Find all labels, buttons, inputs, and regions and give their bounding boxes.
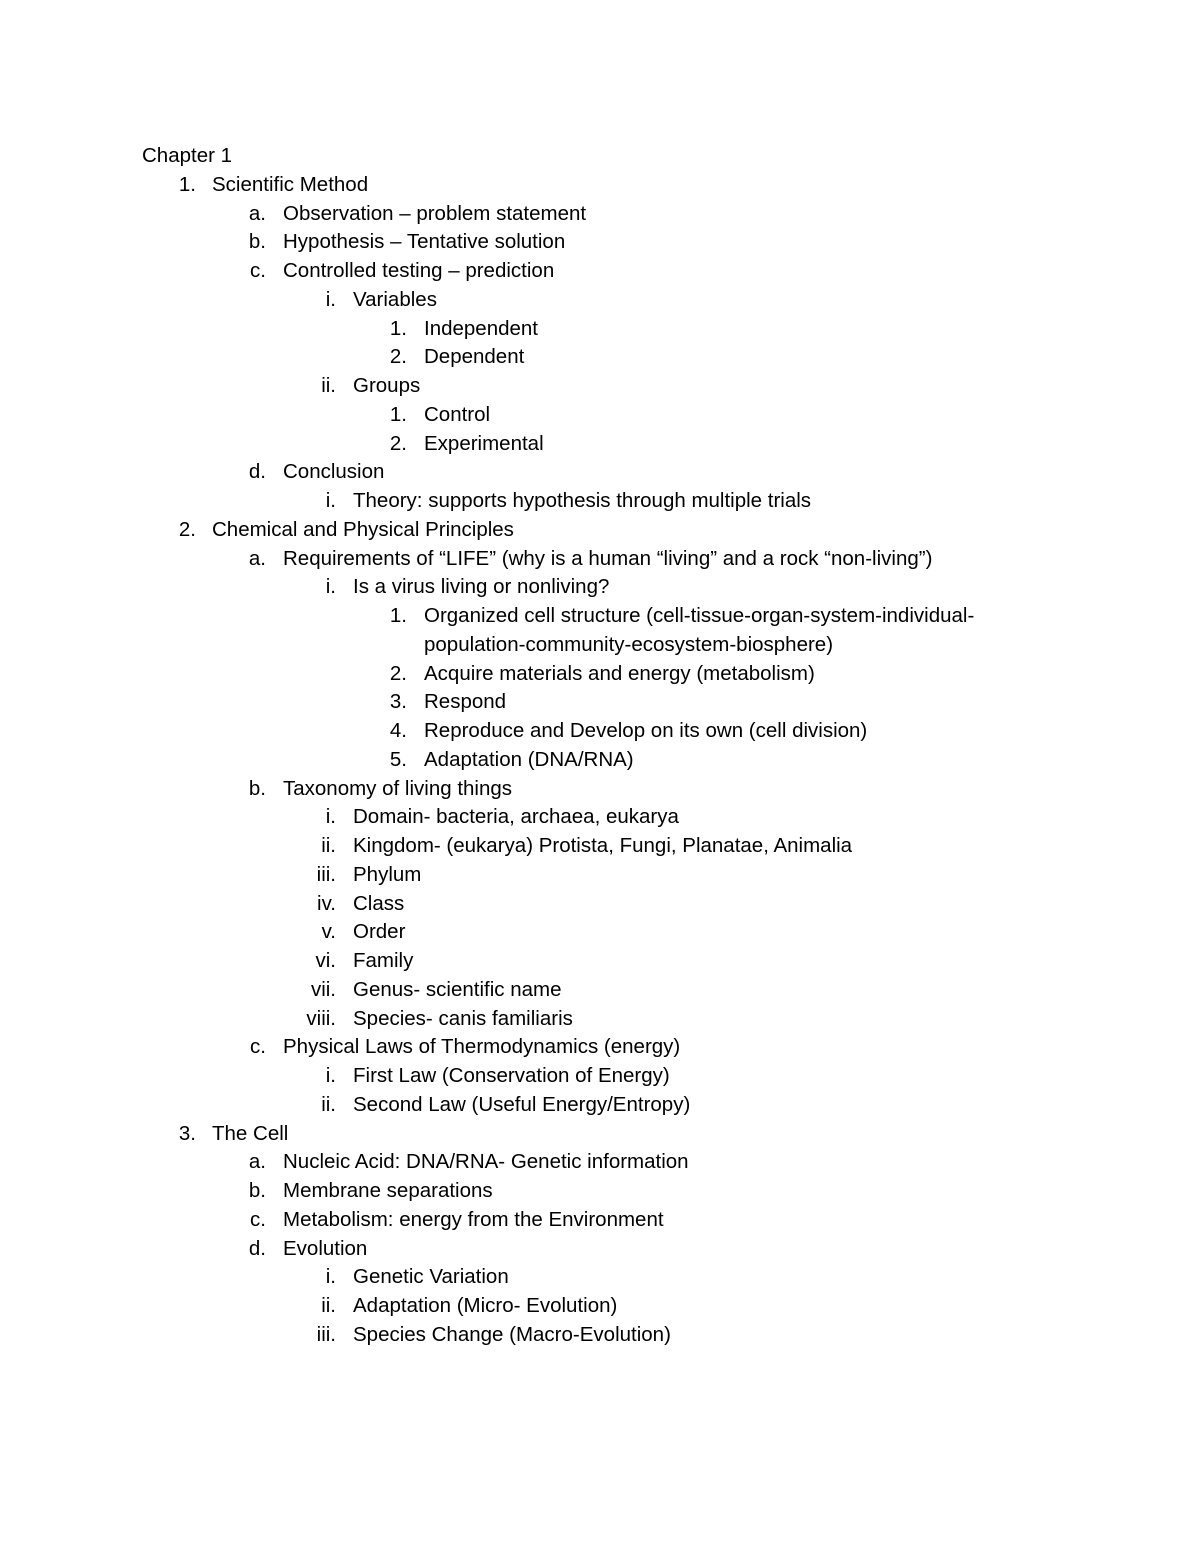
outline-marker: ii. [321, 834, 336, 857]
outline-item [0, 1321, 1200, 1350]
outline-text: Taxonomy of living things [283, 776, 513, 800]
outline-text: Reproduce and Develop on its own (cell division) [424, 719, 868, 742]
outline-text: Membrane separations [283, 1179, 493, 1202]
outline-text: Genus- scientific name [353, 977, 562, 1001]
outline-marker: a. [248, 546, 266, 570]
outline-item [0, 401, 1200, 430]
outline-item [0, 803, 1200, 832]
outline-marker: iii. [316, 862, 336, 886]
outline-marker: v. [321, 920, 336, 944]
outline-item [0, 717, 1200, 746]
outline-text: Control [424, 402, 491, 426]
outline-item [0, 372, 1200, 401]
outline-marker: a. [248, 201, 266, 225]
outline-marker: d. [248, 460, 266, 484]
outline-item [0, 1033, 1200, 1062]
outline-item [0, 1177, 1200, 1206]
outline-text: Kingdom- (eukarya) Protista, Fungi, Planatae, Animalia [353, 834, 853, 857]
outline-item [0, 861, 1200, 890]
outline-text: Domain- bacteria, archaea, eukarya [353, 805, 679, 829]
outline-text: Theory: supports hypothesis through multiple trials [353, 489, 812, 512]
outline-marker: i. [325, 1064, 336, 1087]
outline-marker: iii. [316, 1322, 336, 1346]
outline-text: Adaptation (DNA/RNA) [424, 747, 634, 771]
outline-marker: ii. [321, 1092, 336, 1116]
outline-text: Species Change (Macro-Evolution) [353, 1322, 671, 1346]
outline-marker: i. [325, 489, 336, 512]
outline-marker: b. [248, 776, 266, 800]
outline-marker: a. [248, 1150, 266, 1174]
outline-item [0, 1292, 1200, 1321]
outline-marker: i. [325, 287, 336, 311]
outline-text: Groups [353, 374, 421, 397]
outline-marker: b. [248, 1179, 266, 1202]
outline-text: Respond [424, 690, 507, 714]
outline-item [0, 1120, 1200, 1149]
outline-text: Evolution [283, 1236, 368, 1260]
outline-text: Dependent [424, 345, 525, 369]
outline-text: population-community-ecosystem-biosphere) [424, 632, 834, 656]
outline-text: Chemical and Physical Principles [212, 517, 514, 541]
outline-marker: 1. [178, 172, 196, 196]
outline-text: Observation – problem statement [283, 201, 587, 225]
outline-text: Hypothesis – Tentative solution [283, 230, 566, 254]
outline-marker: 2. [389, 661, 407, 685]
outline-text: Family [353, 949, 414, 972]
outline-item [0, 315, 1200, 344]
outline-marker: 2. [389, 431, 407, 455]
outline-item [0, 487, 1200, 516]
outline-text: The Cell [212, 1121, 289, 1145]
outline-text: Phylum [353, 862, 422, 886]
outline-marker: 5. [389, 747, 407, 771]
outline-marker: 1. [389, 604, 407, 627]
outline-item [0, 458, 1200, 487]
outline-marker: vii. [310, 977, 336, 1001]
outline-item [0, 343, 1200, 372]
outline-item [0, 775, 1200, 804]
outline-text: Organized cell structure (cell-tissue-organ-system-individual- [424, 604, 975, 627]
outline-item [0, 976, 1200, 1005]
outline-item [0, 228, 1200, 257]
outline-text: Order [353, 920, 406, 944]
outline-marker: 2. [178, 517, 196, 541]
outline-item [0, 1148, 1200, 1177]
outline-text: Adaptation (Micro- Evolution) [353, 1294, 618, 1317]
outline-text: Physical Laws of Thermodynamics (energy) [283, 1035, 681, 1059]
outline-text: Independent [424, 316, 539, 340]
outline-marker: 1. [389, 316, 407, 340]
outline-item [0, 1091, 1200, 1120]
outline-text: Acquire materials and energy (metabolism) [424, 661, 815, 685]
outline-item [0, 516, 1200, 545]
outline-marker: ii. [321, 1294, 336, 1317]
outline-text: Second Law (Useful Energy/Entropy) [353, 1092, 691, 1116]
outline-item [0, 573, 1200, 602]
outline-text: Experimental [424, 431, 544, 455]
outline-item [0, 286, 1200, 315]
outline-item [0, 171, 1200, 200]
outline-marker: i. [325, 575, 336, 599]
outline-item [0, 257, 1200, 286]
outline-marker: i. [325, 1265, 336, 1289]
outline-text: Metabolism: energy from the Environment [283, 1207, 664, 1231]
outline-marker: c. [250, 1207, 266, 1231]
outline-marker: 1. [389, 402, 407, 426]
outline-text: Species- canis familiaris [353, 1006, 573, 1030]
outline-marker: i. [325, 805, 336, 829]
outline-item [0, 947, 1200, 976]
outline-text: Controlled testing – prediction [283, 259, 555, 282]
outline-marker: d. [248, 1236, 266, 1260]
outline-item [0, 545, 1200, 574]
outline-item [0, 688, 1200, 717]
outline-marker: c. [250, 259, 266, 282]
outline-text: Scientific Method [212, 172, 369, 196]
outline-marker: 3. [389, 690, 407, 714]
outline-item [0, 1062, 1200, 1091]
outline-marker: iv. [317, 891, 336, 915]
outline-item [0, 1206, 1200, 1235]
outline-text: Nucleic Acid: DNA/RNA- Genetic information [283, 1150, 689, 1174]
outline-text: Genetic Variation [353, 1265, 509, 1289]
outline-text: Variables [353, 287, 437, 311]
outline-text: Conclusion [283, 460, 385, 484]
outline-item [0, 142, 1200, 171]
outline-item [0, 746, 1200, 775]
outline-text: Class [353, 891, 405, 915]
outline-marker: 4. [389, 719, 407, 742]
outline-item [0, 602, 1200, 631]
outline-item [0, 200, 1200, 229]
outline-marker: ii. [321, 374, 336, 397]
outline-marker: c. [250, 1035, 266, 1059]
outline-marker: 2. [389, 345, 407, 369]
outline-text: First Law (Conservation of Energy) [353, 1064, 670, 1087]
outline-item [0, 660, 1200, 689]
outline-text: Chapter 1 [142, 144, 233, 167]
outline-marker: viii. [306, 1006, 336, 1030]
outline-item [0, 631, 1200, 660]
outline-item [0, 918, 1200, 947]
outline-item [0, 832, 1200, 861]
outline-item [0, 430, 1200, 459]
outline-marker: 3. [178, 1121, 196, 1145]
outline-text: Requirements of “LIFE” (why is a human “living” and a rock “non-living”) [283, 546, 933, 570]
outline-item [0, 1263, 1200, 1292]
outline-item [0, 890, 1200, 919]
outline-marker: vi. [315, 949, 336, 972]
outline-item [0, 1235, 1200, 1264]
outline-text: Is a virus living or nonliving? [353, 575, 610, 599]
outline-marker: b. [248, 230, 266, 254]
outline-item [0, 1005, 1200, 1034]
